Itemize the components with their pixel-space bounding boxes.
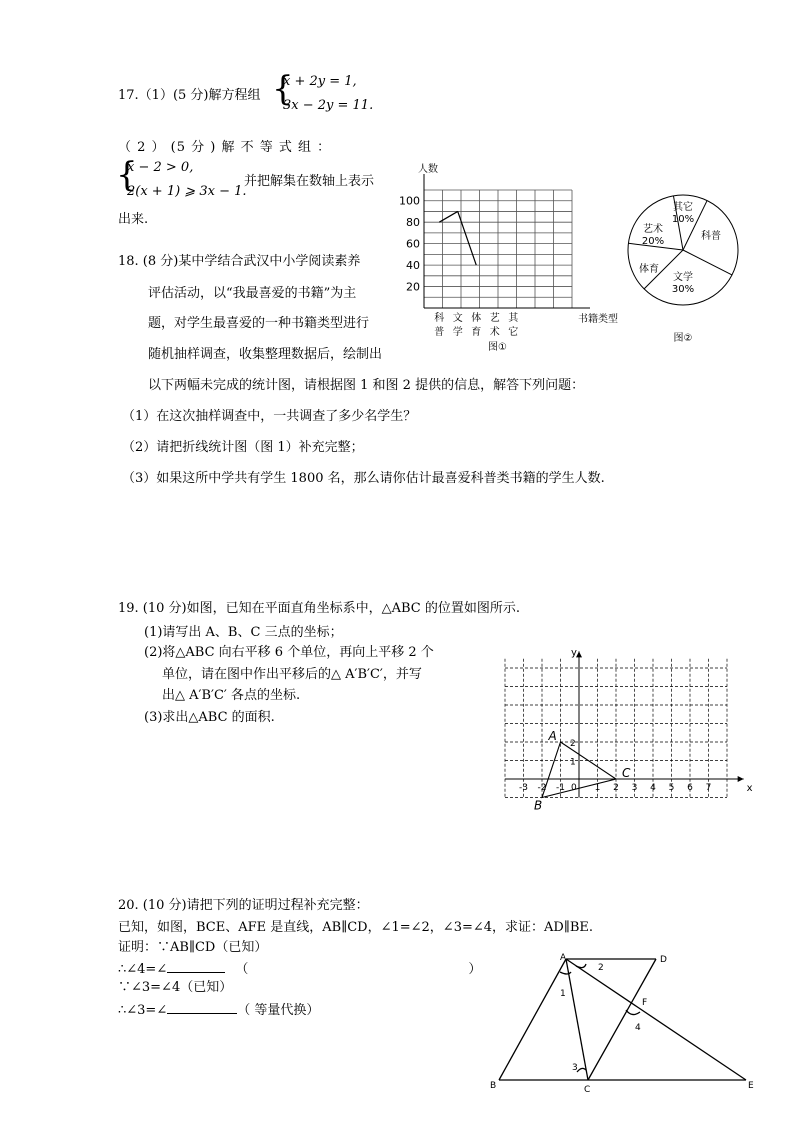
y-axis-label: 人数 — [418, 164, 438, 175]
y-axis-label: y — [571, 647, 577, 659]
x-tick-label: 7 — [705, 783, 712, 793]
reason-equal: （ 等量代换） — [237, 1003, 320, 1018]
label-a: A — [560, 953, 567, 963]
q20-given: 已知，如图，BCE、AFE 是直线，AB∥CD，∠1=∠2，∠3=∠4，求证：AD∥BE. — [118, 920, 594, 935]
x-tick-label-bottom: 普 — [434, 327, 445, 338]
angle-label-2: 2 — [598, 963, 604, 973]
q19-item-3: 单位，请在图中作出平移后的△ A′B′C′，并写 — [162, 667, 422, 682]
segment-ab — [499, 959, 566, 1080]
q17-part1-prefix: 17.（1）(5 分)解方程组 — [118, 88, 261, 103]
q18-intro-0: 18. (8 分)某中学结合武汉中小学阅读素养 — [118, 254, 361, 269]
pie-slice-label: 科普 — [701, 231, 721, 242]
x-tick-label: -3 — [519, 783, 528, 793]
q20-proof-2-text: ∴∠4=∠ — [118, 962, 168, 977]
answer-blank-reason[interactable] — [248, 961, 468, 973]
x-tick-label: 6 — [687, 783, 693, 793]
x-tick-label-bottom: 术 — [489, 327, 500, 338]
x-tick-label: 4 — [650, 783, 656, 793]
x-axis-label: 书籍类型 — [578, 314, 618, 325]
q20-proof-2 — [118, 960, 481, 978]
q19-item-5: (3)求出△ABC 的面积. — [144, 710, 275, 725]
q20-proof-4-text: ∴∠3=∠ — [118, 1003, 168, 1018]
label-b: B — [490, 1081, 497, 1091]
q17-eq2: 3x − 2y = 11. — [283, 98, 374, 113]
x-tick-label-top: 其 — [508, 313, 519, 324]
angle-1-arc — [560, 972, 571, 974]
y-tick-label: 100 — [399, 194, 420, 208]
system-brace-1: { — [272, 69, 294, 109]
q19-item-1: (1)请写出 A、B、C 三点的坐标； — [144, 625, 343, 640]
q19-item-4: 出△ A′B′C′ 各点的坐标. — [162, 688, 301, 703]
origin-label: 0 — [571, 783, 577, 793]
segment-cd — [588, 959, 656, 1080]
q18-question-3: （3）如果这所中学共有学生 1800 名，那么请你估计最喜爱科普类书籍的学生人数. — [122, 471, 605, 486]
x-tick-label-bottom: 学 — [452, 327, 463, 338]
pie-slice-percent: 20% — [641, 236, 665, 247]
q17-ineq-suffix2: 出来. — [118, 212, 149, 227]
label-d: D — [660, 955, 667, 965]
q18-intro-3: 随机抽样调查，收集整理数据后，绘制出 — [148, 347, 383, 362]
q18-question-1: （1）在这次抽样调查中，一共调查了多少名学生？ — [122, 409, 417, 424]
x-tick-label-top: 科 — [434, 313, 445, 324]
geometry-figure — [480, 948, 770, 1098]
x-tick-label-top: 体 — [471, 313, 482, 324]
answer-blank-1[interactable] — [167, 960, 225, 973]
coordinate-graph — [496, 647, 753, 816]
q18-question-2: （2）请把折线统计图（图 1）补充完整； — [122, 440, 364, 455]
q17-ineq-suffix: 并把解集在数轴上表示 — [244, 174, 375, 189]
y-tick-label: 1 — [570, 757, 576, 768]
x-tick-label: 5 — [668, 783, 675, 793]
y-tick-label: 2 — [570, 739, 576, 749]
pie-slice-percent: 30% — [671, 284, 695, 295]
x-tick-label-bottom: 它 — [508, 327, 519, 338]
segment-ae — [566, 959, 746, 1080]
y-tick-label: 40 — [406, 259, 420, 273]
angle-label-4: 4 — [635, 1023, 641, 1033]
x-tick-label-bottom: 育 — [471, 327, 482, 338]
angle-3-arc — [577, 1068, 586, 1072]
q18-intro-2: 题，对学生最喜爱的一种书籍类型进行 — [148, 316, 370, 331]
segment-ac — [566, 959, 588, 1080]
q19-title: 19. (10 分)如图，已知在平面直角坐标系中，△ABC 的位置如图所示. — [118, 601, 521, 616]
x-tick-label: -2 — [537, 783, 547, 793]
answer-blank-2[interactable] — [167, 1001, 237, 1014]
point-label-a: A — [548, 729, 557, 743]
label-e: E — [748, 1081, 754, 1091]
angle-2-arc — [576, 964, 586, 968]
y-tick-label: 80 — [406, 216, 420, 230]
system-brace-2: { — [116, 155, 138, 195]
label-f: F — [642, 998, 648, 1008]
angle-label-3: 3 — [572, 1063, 578, 1073]
q17-ineq1: x − 2 > 0, — [127, 160, 194, 175]
q20-proof-1: 证明：∵AB∥CD（已知） — [118, 940, 268, 955]
point-label-c: C — [622, 766, 631, 780]
series-segment — [439, 211, 458, 222]
pie-chart — [625, 192, 755, 352]
x-tick-label: -1 — [556, 783, 565, 793]
q18-intro-4: 以下两幅未完成的统计图，请根据图 1 和图 2 提供的信息，解答下列问题： — [148, 378, 585, 393]
x-tick-label-top: 文 — [452, 313, 463, 324]
q18-intro-1: 评估活动，以“我最喜爱的书籍”为主 — [148, 286, 357, 301]
pie-slice-label: 其它 — [673, 202, 693, 213]
paren-open: （ — [235, 962, 249, 977]
line-chart — [396, 160, 618, 360]
q17-part2-prefix: （ 2 ） (5 分 ) 解 不 等 式 组 ： — [118, 140, 332, 155]
x-tick-label: 2 — [613, 783, 619, 793]
q19-item-2: (2)将△ABC 向右平移 6 个单位，再向上平移 2 个 — [144, 645, 434, 660]
label-c: C — [584, 1085, 591, 1095]
paren-close: ） — [468, 962, 482, 977]
pie-slice-label: 体育 — [639, 264, 659, 275]
chart-title-2: 图② — [673, 333, 693, 344]
x-axis-label: x — [746, 783, 753, 794]
x-tick-label: 1 — [594, 783, 601, 793]
angle-4-arc — [626, 1010, 640, 1015]
q20-proof-4 — [118, 1001, 319, 1019]
angle-label-1: 1 — [560, 989, 566, 999]
chart-title-1: 图① — [488, 342, 507, 353]
x-tick-label-top: 艺 — [489, 313, 500, 324]
q20-proof-3: ∵∠3=∠4（已知） — [118, 980, 233, 995]
series-segment — [458, 211, 477, 265]
q17-ineq2: 2(x + 1) ⩾ 3x − 1. — [127, 184, 247, 199]
y-tick-label: 60 — [406, 237, 420, 251]
q20-title: 20. (10 分)请把下列的证明过程补充完整： — [118, 898, 369, 913]
q17-eq1: x + 2y = 1, — [283, 74, 357, 89]
x-axis-arrow — [738, 776, 744, 782]
pie-slice-label: 艺术 — [643, 224, 663, 235]
y-tick-label: 20 — [406, 280, 420, 294]
pie-slice-percent: 10% — [671, 214, 695, 225]
pie-slice-label: 文学 — [673, 272, 693, 283]
x-tick-label: 3 — [631, 783, 638, 793]
point-label-b: B — [534, 798, 543, 813]
